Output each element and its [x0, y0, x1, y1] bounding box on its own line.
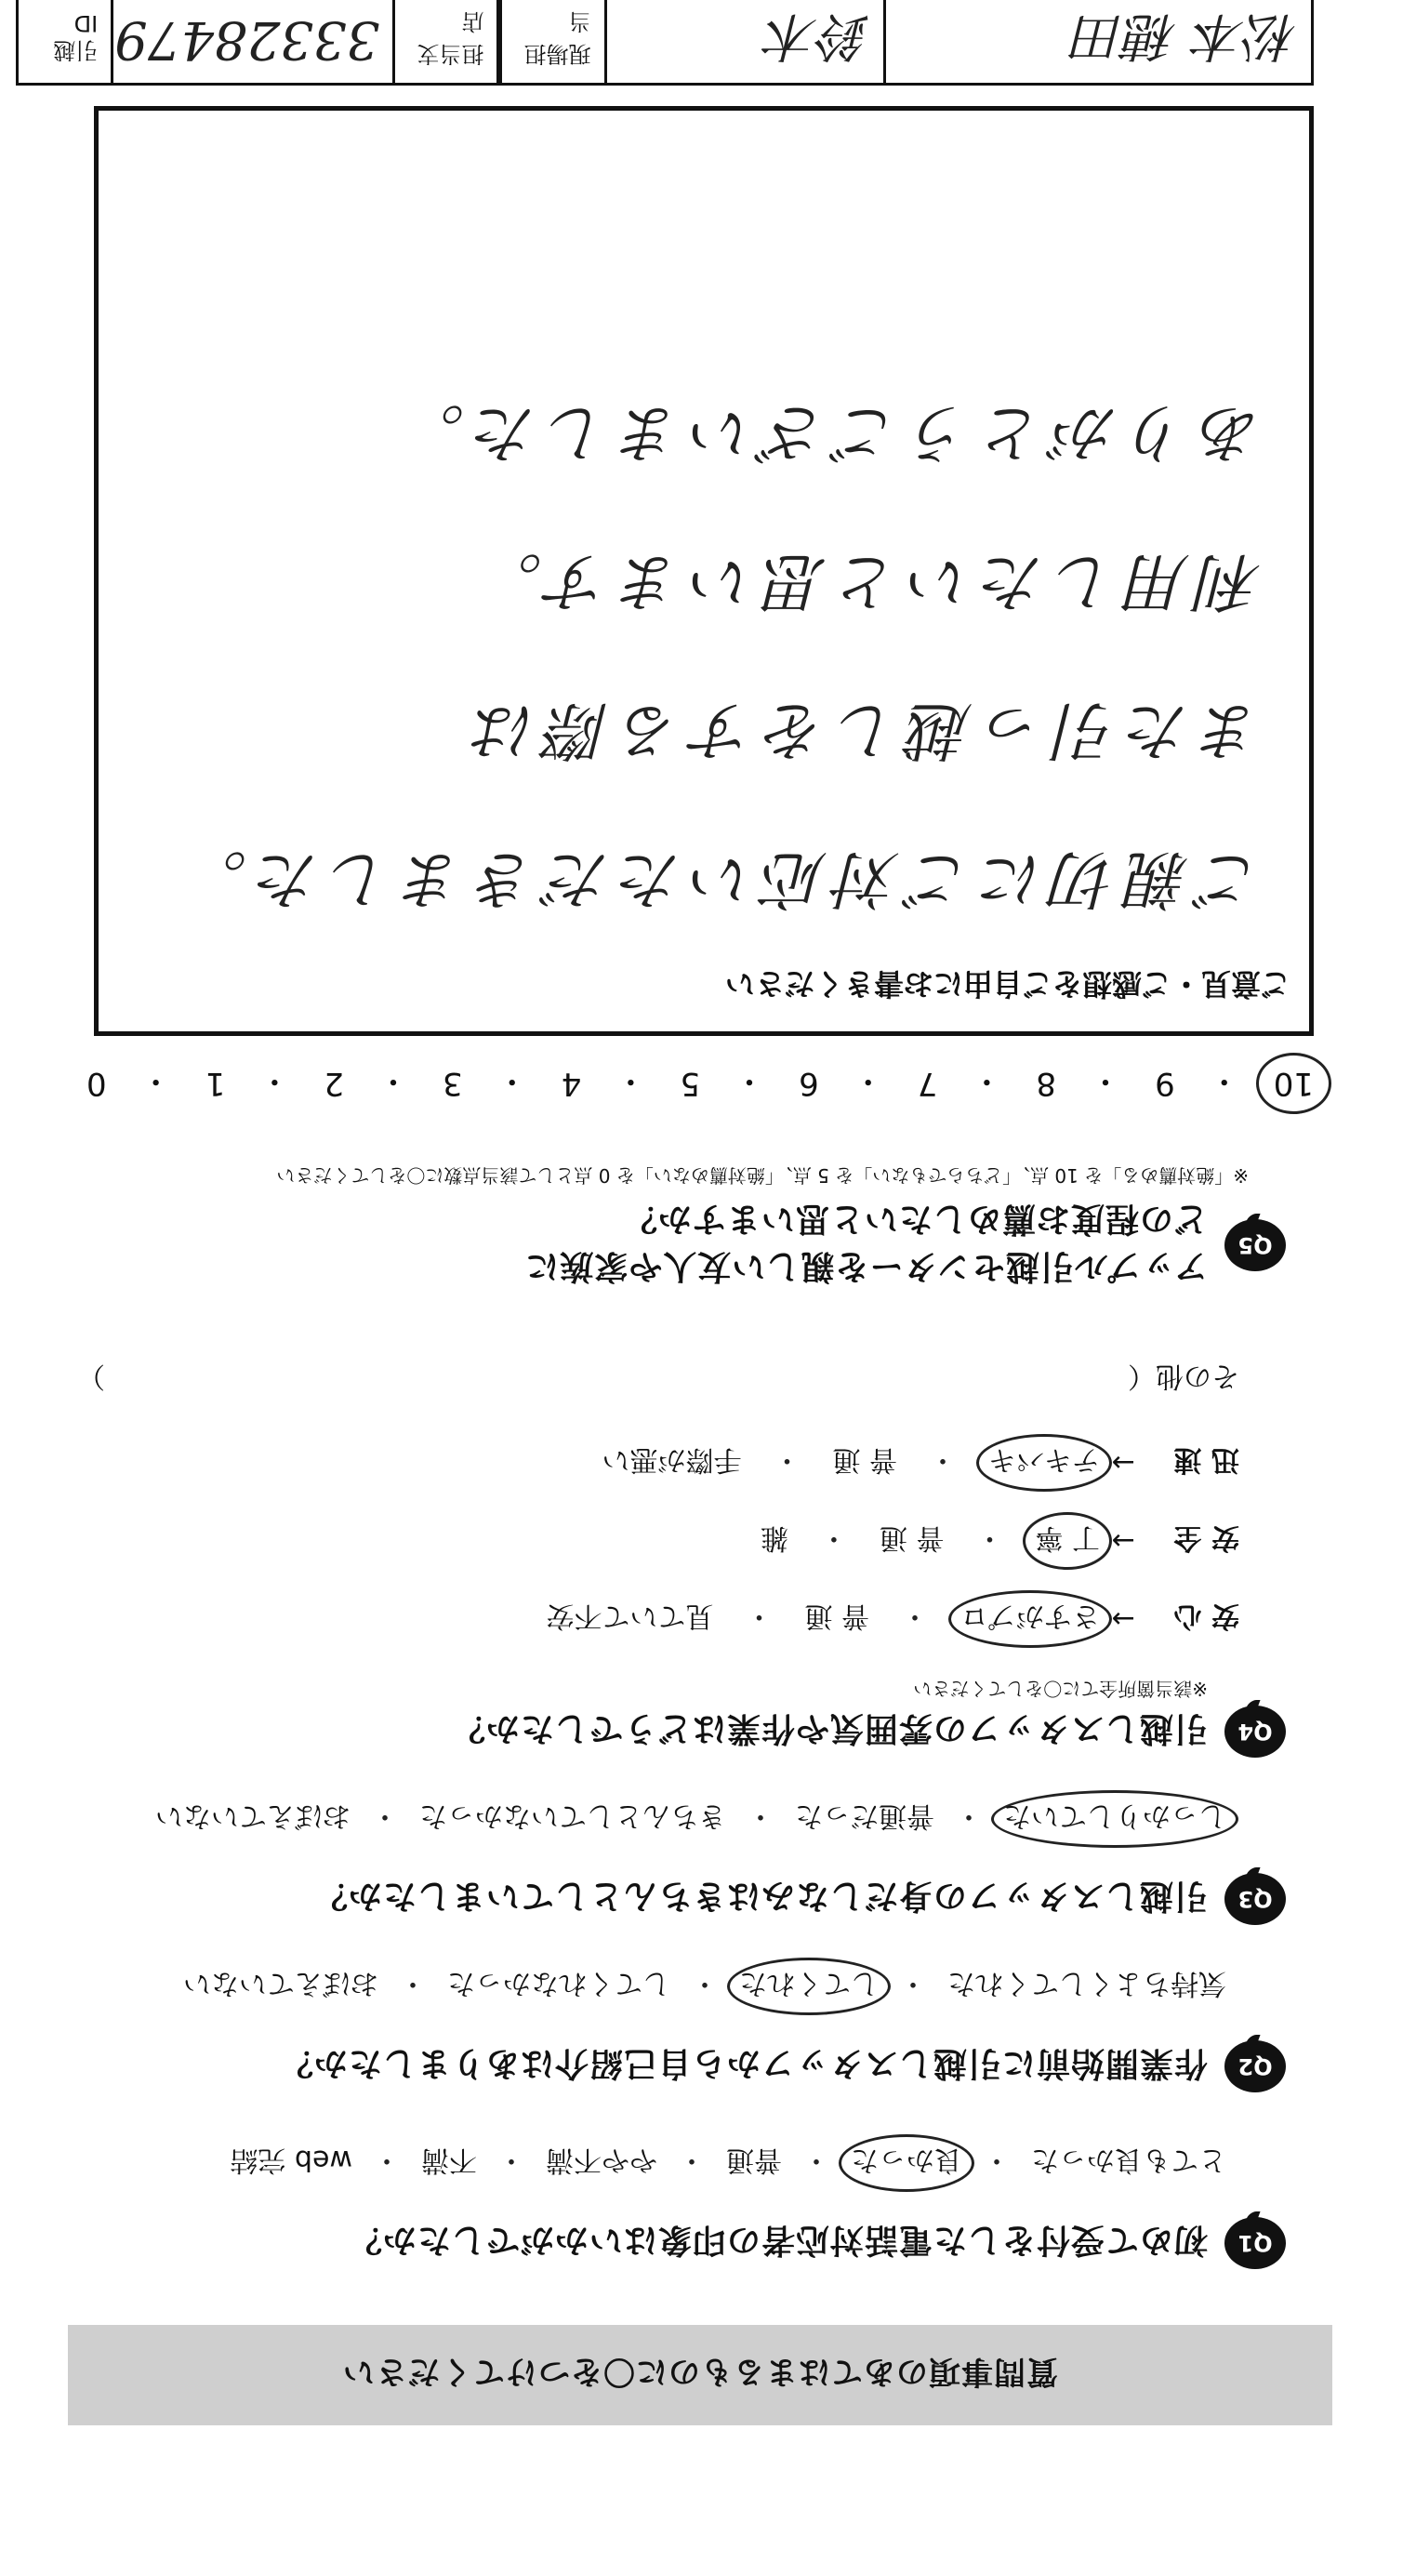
- q1-option[interactable]: web 完結: [230, 2144, 352, 2176]
- staff-name-handwritten: 松本 穂田: [1073, 6, 1298, 66]
- id-value-cell: [111, 0, 392, 83]
- q4-row-label: 安 全: [1173, 1521, 1239, 1554]
- q5-score-selected[interactable]: 10: [1256, 1054, 1331, 1115]
- q5-text-line2: どの程度お薦めしたいと思いますか？: [622, 1200, 1208, 1238]
- q5-note: ※「絶対薦める」を 10 点、「どちらでもない」を 5 点、「絶対薦めない」を 0 点として該当点数に〇をしてください: [276, 1164, 1249, 1187]
- q4-option[interactable]: 雑: [760, 1521, 788, 1554]
- question-2: [59, 1966, 1286, 2092]
- q2-badge: Q2: [1224, 2040, 1286, 2092]
- dot: ・: [139, 1062, 172, 1099]
- question-1: [59, 2143, 1286, 2269]
- q4-row-anzen: 安 全 → 丁 寧 ・ 普 通 ・ 雑: [59, 1520, 1239, 1561]
- q5-score[interactable]: 6: [799, 1065, 819, 1103]
- q4-other-label: その他: [1156, 1360, 1239, 1392]
- leader-label: 現場担当: [523, 8, 591, 67]
- dot: ・: [377, 1062, 410, 1099]
- leader-value: 鈴木: [766, 6, 871, 66]
- q3-option[interactable]: 普通だった: [795, 1799, 934, 1832]
- id-label-cell: [19, 0, 111, 83]
- handwritten-line: 利用したいと思います。: [470, 544, 1263, 617]
- dot: ・: [615, 1062, 647, 1099]
- q5-score[interactable]: 4: [561, 1065, 582, 1103]
- q5-text-line1: アップル引越センターを親しい友人や家族に: [524, 1247, 1208, 1285]
- branch-label-cell: [392, 0, 496, 83]
- q4-badge: Q4: [1224, 1706, 1286, 1758]
- q1-option[interactable]: 普通: [726, 2144, 782, 2176]
- staff-info-bar: [16, 0, 1314, 86]
- q4-option[interactable]: 普 通: [832, 1443, 897, 1476]
- q2-text: 作業開始前に引越しスタッフから自己紹介はありましたか？: [278, 2044, 1208, 2083]
- q5-score[interactable]: 8: [1036, 1065, 1057, 1103]
- q1-option-selected[interactable]: 良かった: [839, 2134, 974, 2192]
- q5-score[interactable]: 7: [917, 1065, 938, 1103]
- leader-label-cell: [499, 0, 603, 83]
- q5-score[interactable]: 9: [1155, 1065, 1175, 1103]
- question-3: [59, 1799, 1286, 1925]
- q4-option-selected[interactable]: さすがプロ: [948, 1590, 1112, 1648]
- q1-option[interactable]: 不満: [421, 2144, 477, 2176]
- q5-score[interactable]: 3: [443, 1065, 463, 1103]
- dot: ・: [1208, 1062, 1240, 1099]
- q3-option[interactable]: きちんとしていなかった: [419, 1799, 726, 1832]
- q4-note: ※該当箇所全てに〇をしてください: [913, 1678, 1208, 1700]
- branch-label: 担当支店: [417, 8, 484, 67]
- q5-badge: Q5: [1224, 1219, 1286, 1271]
- q3-option-selected[interactable]: しっかりしていた: [991, 1790, 1238, 1848]
- q4-option[interactable]: 普 通: [804, 1600, 869, 1632]
- q3-badge: Q3: [1224, 1873, 1286, 1925]
- instruction-banner: 質問事項のあてはまるものに〇をつけてください: [68, 2325, 1332, 2425]
- q3-options: しっかりしていた ・ 普通だった ・ きちんとしていなかった ・ おぼえていない: [59, 1799, 1226, 1839]
- scan-edge: [1332, 0, 1416, 2576]
- id-value: 33328479: [114, 9, 380, 71]
- q5-score[interactable]: 2: [324, 1065, 344, 1103]
- q2-option[interactable]: 気持ちよくしてくれた: [947, 1967, 1226, 1999]
- q3-option[interactable]: おぼえていない: [155, 1799, 351, 1832]
- q4-option[interactable]: 見ていて不安: [546, 1600, 714, 1632]
- question-5: [59, 1163, 1286, 1293]
- q4-option-selected[interactable]: 丁 寧: [1023, 1512, 1112, 1570]
- comment-box[interactable]: [94, 106, 1314, 1036]
- q1-text: 初めて受付をした電話対応者の印象はいかがでしたか？: [347, 2221, 1208, 2260]
- q2-option[interactable]: おぼえていない: [183, 1967, 378, 1999]
- q4-other-open: （: [1128, 1360, 1156, 1392]
- q4-other-row: [59, 1359, 1239, 1400]
- q1-badge: Q1: [1224, 2217, 1286, 2269]
- arrow-icon: →: [1111, 1524, 1135, 1558]
- q4-option-selected[interactable]: テキパキ: [976, 1434, 1112, 1492]
- q5-score[interactable]: 5: [680, 1065, 701, 1103]
- name-cell: [883, 0, 1311, 83]
- arrow-icon: →: [1111, 1602, 1135, 1636]
- dot: ・: [971, 1062, 1003, 1099]
- q4-option[interactable]: 手際が悪い: [602, 1443, 742, 1476]
- q4-row-label: 迅 速: [1173, 1443, 1239, 1476]
- dot: ・: [1090, 1062, 1122, 1099]
- q4-text: 引越しスタッフの雰囲気や作業はどうでしたか？: [450, 1709, 1208, 1748]
- comment-title: ご意見・ご感想をご自由にお書きください: [724, 966, 1290, 1002]
- branch-value-cell: [496, 0, 499, 83]
- handwritten-line: ご親切にご対応いただきました。: [174, 842, 1263, 915]
- dot: ・: [734, 1062, 766, 1099]
- q5-scale: [86, 1061, 1314, 1107]
- leader-value-cell: [604, 0, 884, 83]
- q4-row-jinsoku: 迅 速 → テキパキ ・ 普 通 ・ 手際が悪い: [59, 1442, 1239, 1483]
- dot: ・: [258, 1062, 291, 1099]
- dot: ・: [496, 1062, 528, 1099]
- q2-option[interactable]: してくれなかった: [447, 1967, 670, 1999]
- handwritten-line: また引っ越しをする際は: [464, 693, 1263, 766]
- q1-option[interactable]: やや不満: [546, 2144, 657, 2176]
- q2-options: 気持ちよくしてくれた ・ してくれた ・ してくれなかった ・ おぼえていない: [59, 1966, 1226, 2007]
- q1-options: とても良かった ・ 良かった ・ 普通 ・ やや不満 ・ 不満 ・ web 完結: [59, 2143, 1226, 2184]
- q3-text: 引越しスタッフの身だしなみはきちんとしていましたか？: [312, 1877, 1208, 1916]
- q5-score[interactable]: 1: [205, 1065, 226, 1103]
- handwritten-line: ありがとうございました。: [391, 395, 1263, 469]
- q4-row-anshin: 安 心 → さすがプロ ・ 普 通 ・ 見ていて不安: [59, 1599, 1239, 1640]
- dot: ・: [852, 1062, 884, 1099]
- q4-option[interactable]: 普 通: [879, 1521, 945, 1554]
- q5-score[interactable]: 0: [86, 1065, 107, 1103]
- question-4: [59, 1359, 1286, 1758]
- q4-row-label: 安 心: [1173, 1600, 1239, 1632]
- q2-option-selected[interactable]: してくれた: [727, 1958, 891, 2015]
- id-label: 引越 ID: [53, 10, 99, 64]
- arrow-icon: →: [1111, 1446, 1135, 1480]
- q4-other-close: ）: [77, 1360, 105, 1392]
- q1-option[interactable]: とても良かった: [1031, 2144, 1226, 2176]
